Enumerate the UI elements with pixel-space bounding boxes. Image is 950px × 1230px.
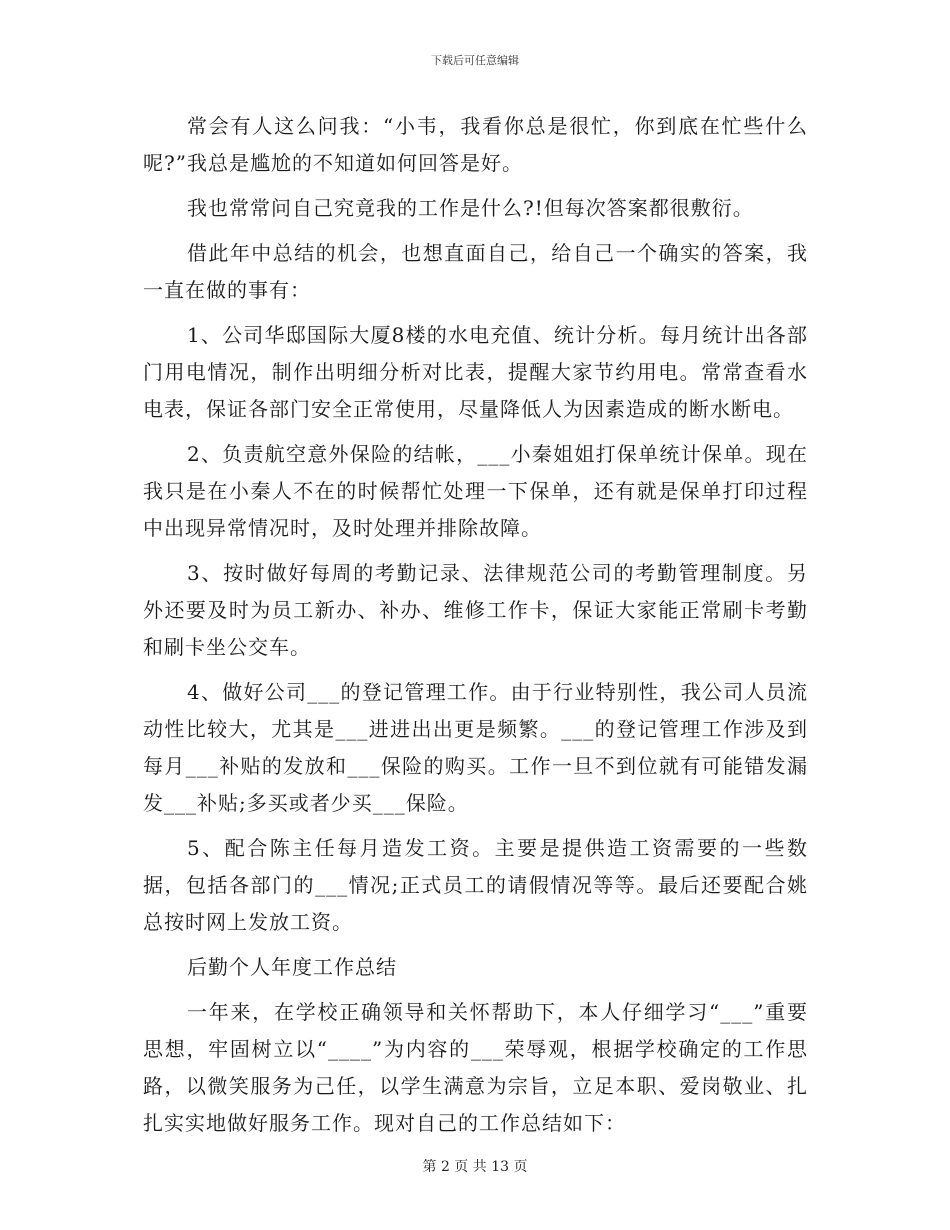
paragraph-item-4: 4、做好公司___的登记管理工作。由于行业特别性，我公司人员流动性比较大，尤其是___进进出出更是频繁。___的登记管理工作涉及到每月___补贴的发放和___保险的购买。工作一旦不到位就有可能错发漏发___补贴;多买或者少买___保险。 (143, 680, 808, 815)
document-body (143, 108, 808, 1150)
page-number: 第 2 页 共 13 页 (422, 1159, 528, 1175)
paragraph-self-question: 我也常常问自己究竟我的工作是什么?!但每次答案都很敷衍。 (187, 196, 754, 220)
paragraph-item-1: 1、公司华邸国际大厦8楼的水电充值、统计分析。每月统计出各部门用电情况，制作出明细分析对比表，提醒大家节约用电。常常查看水电表，保证各部门安全正常使用，尽量降低人为因素造成的断水断电。 (143, 323, 808, 421)
paragraph-item-5: 5、配合陈主任每月造发工资。主要是提供造工资需要的一些数据，包括各部门的___情况;正式员工的请假情况等等。最后还要配合姚总按时网上发放工资。 (143, 836, 808, 934)
paragraph-item-2: 2、负责航空意外保险的结帐，___小秦姐姐打保单统计保单。现在我只是在小秦人不在的时候帮忙处理一下保单，还有就是保单打印过程中出现异常情况时，及时处理并排除故障。 (143, 442, 808, 540)
paragraph-annual-summary: 一年来，在学校正确领导和关怀帮助下，本人仔细学习“___”重要思想，牢固树立以“____”为内容的___荣辱观，根据学校确定的工作思路，以微笑服务为己任，以学生满意为宗旨，立足本职、爱岗敬业、扎扎实实地做好服务工作。现对自己的工作总结如下： (143, 1000, 808, 1135)
paragraph-mid-year-summary: 借此年中总结的机会，也想直面自己，给自己一个确实的答案，我一直在做的事有： (143, 241, 808, 302)
paragraph-intro-question: 常会有人这么问我：“小韦，我看你总是很忙，你到底在忙些什么呢?”我总是尴尬的不知道如何回答是好。 (143, 114, 808, 175)
section-heading: 后勤个人年度工作总结 (187, 955, 397, 979)
paragraph-item-3: 3、按时做好每周的考勤记录、法律规范公司的考勤管理制度。另外还要及时为员工新办、补办、维修工作卡，保证大家能正常刷卡考勤和刷卡坐公交车。 (143, 561, 808, 659)
page-header: 下载后可任意编辑 (431, 54, 519, 67)
